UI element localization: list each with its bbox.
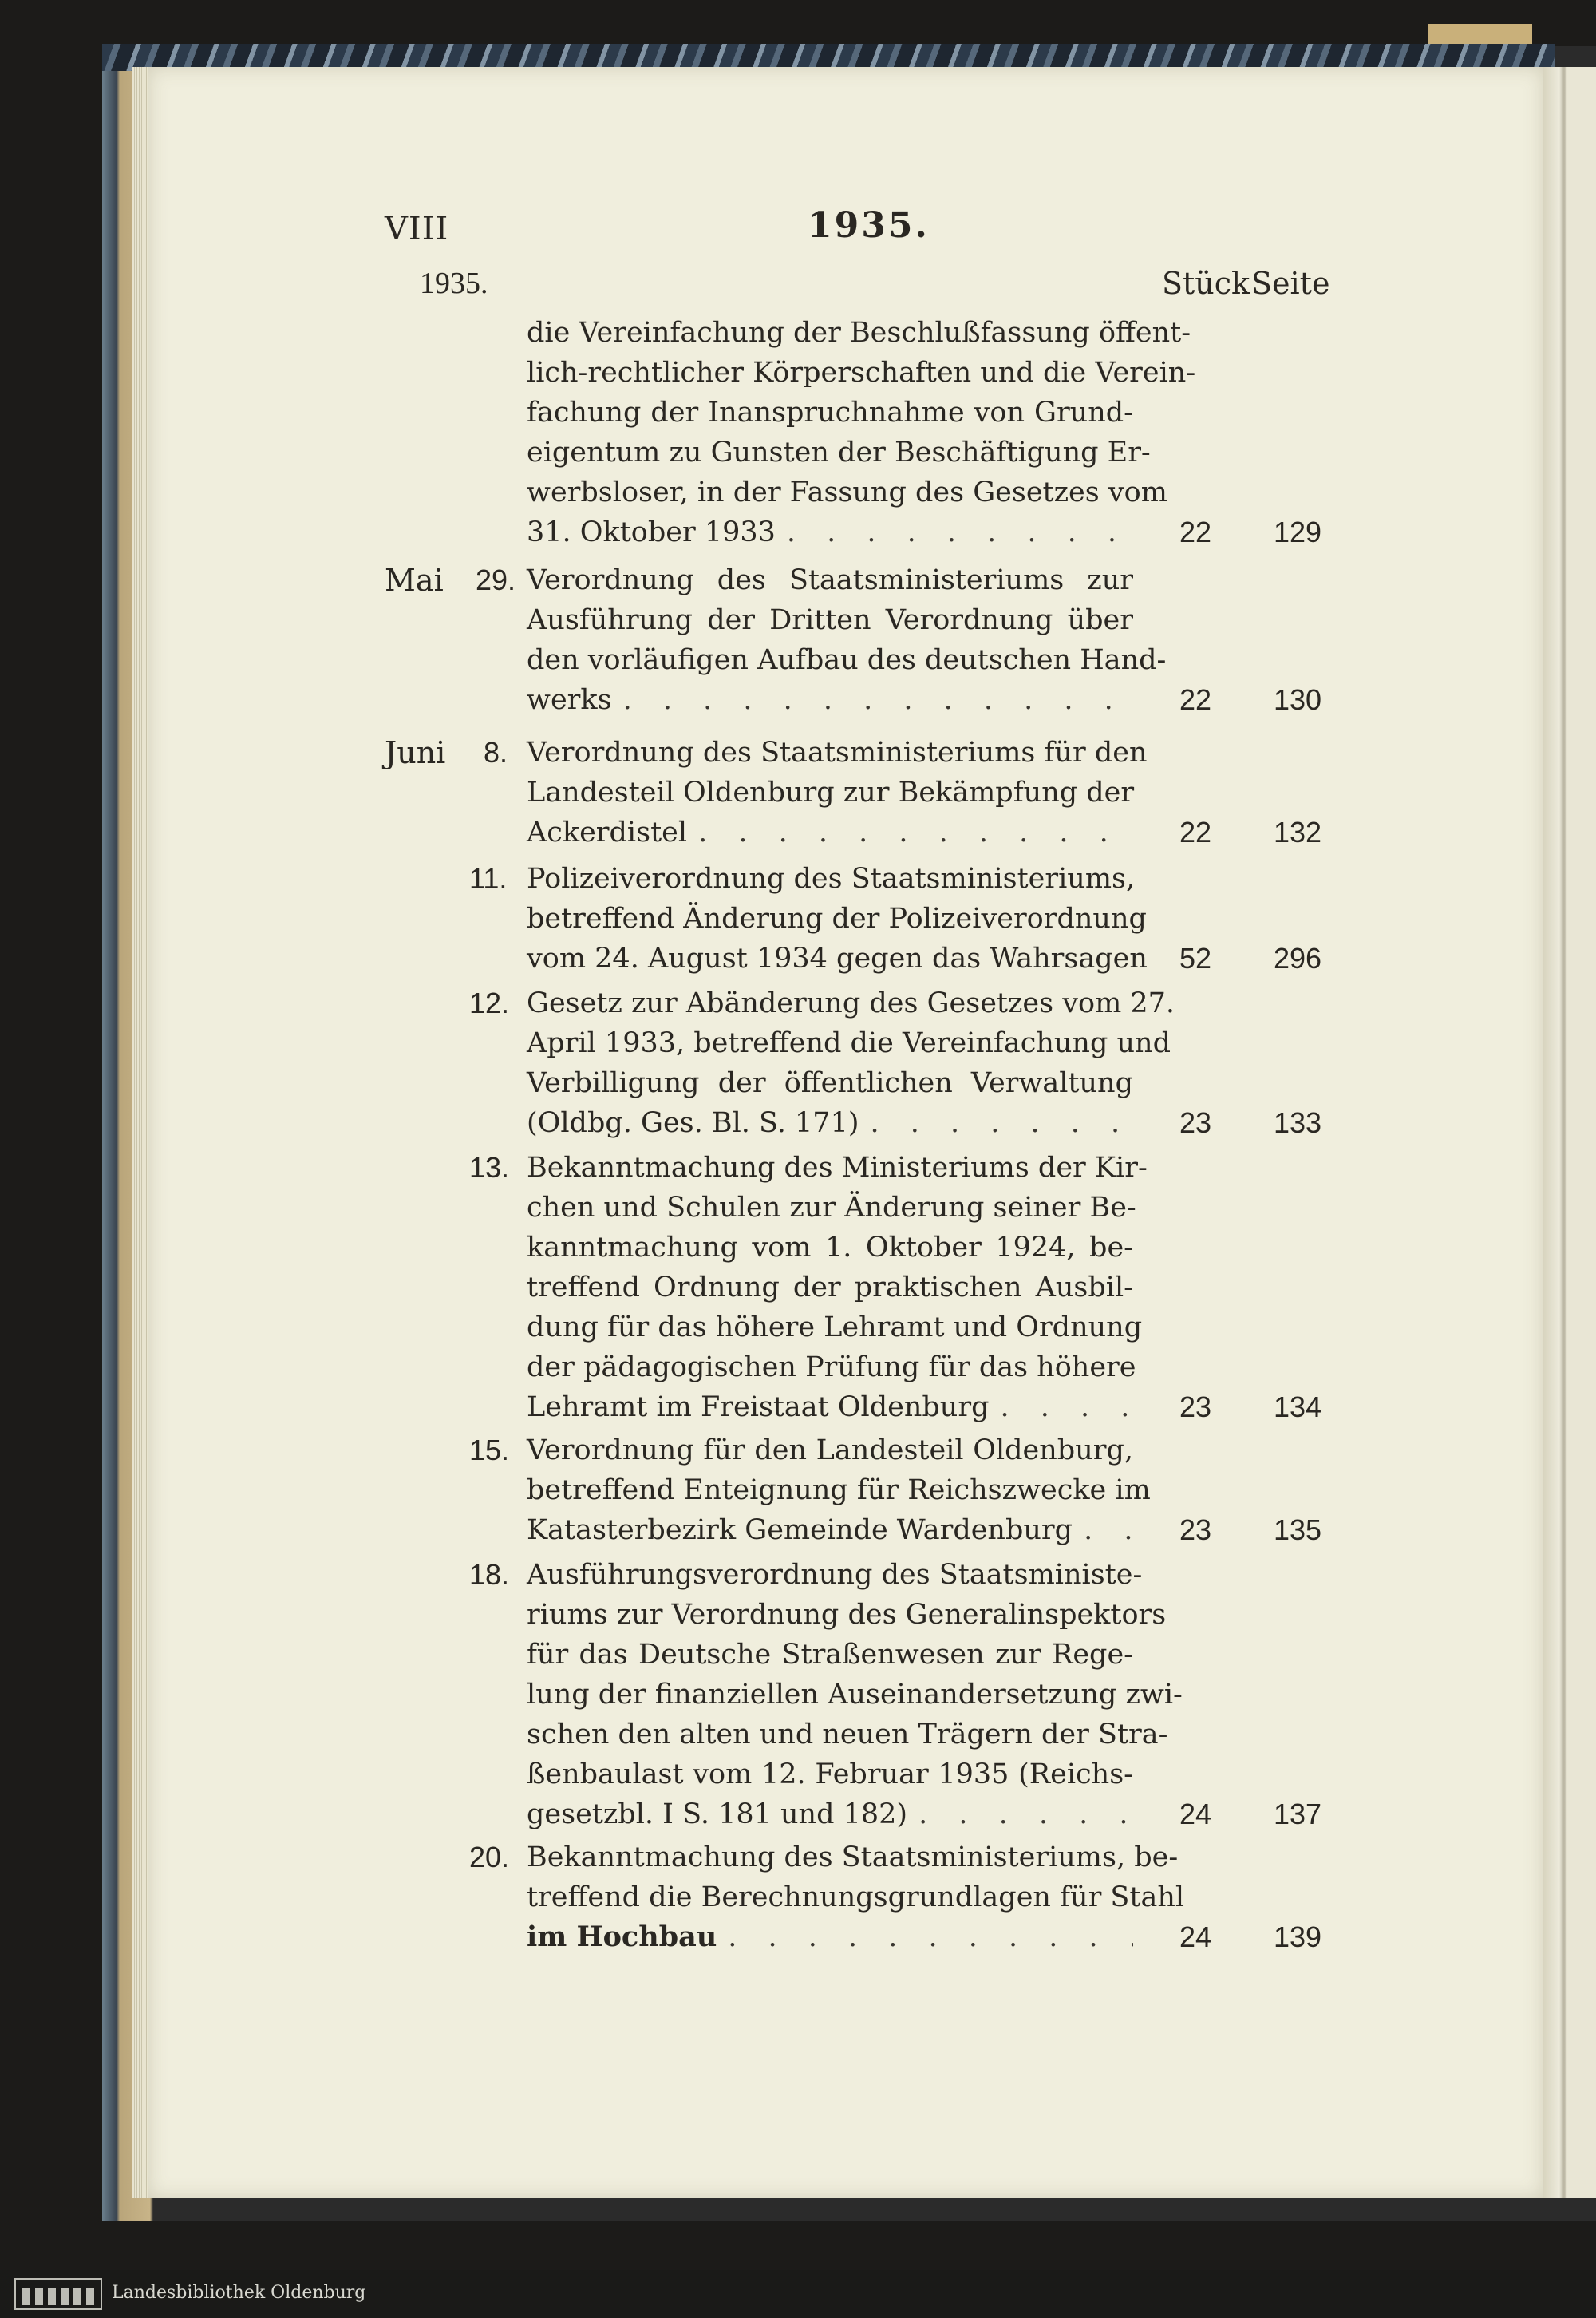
entry-line: Gesetz zur Abänderung des Gesetzes vom 27. bbox=[527, 987, 1175, 1019]
entry-line: Verbilligung der öffentlichen Verwaltung bbox=[527, 1067, 1133, 1099]
entry-line: Katasterbezirk Gemeinde Wardenburg bbox=[527, 1514, 1073, 1546]
entry-line: Bekanntmachung des Ministeriums der Kir- bbox=[527, 1152, 1148, 1184]
list-item bbox=[527, 1148, 1148, 1427]
entry-line: eigentum zu Gunsten der Beschäftigung Er- bbox=[527, 437, 1151, 469]
leader-dots bbox=[907, 1794, 1133, 1834]
page-stack-edge bbox=[132, 67, 150, 2198]
entry-stueck: 24 bbox=[1179, 1920, 1212, 1953]
entry-line: Verordnung des Staatsministeriums zur bbox=[527, 564, 1133, 596]
library-building-icon bbox=[14, 2278, 102, 2310]
entry-stueck: 22 bbox=[1179, 816, 1212, 848]
list-item bbox=[527, 560, 1167, 720]
entry-line: dung für das höhere Lehramt und Ordnung bbox=[527, 1311, 1143, 1343]
entry-line: Bekanntmachung des Staatsministeriums, be- bbox=[527, 1841, 1179, 1873]
page-folio: VIII bbox=[385, 211, 449, 247]
entry-month: Juni bbox=[385, 735, 446, 770]
entry-line: gesetzbl. I S. 181 und 182) bbox=[527, 1798, 908, 1830]
list-item bbox=[527, 983, 1175, 1143]
entry-stueck: 52 bbox=[1179, 942, 1212, 975]
entry-day: 20. bbox=[469, 1841, 510, 1873]
entry-line: 31. Oktober 1933 bbox=[527, 516, 776, 548]
entry-line: (Oldbg. Ges. Bl. S. 171) bbox=[527, 1107, 859, 1139]
list-item bbox=[527, 733, 1148, 852]
entry-seite: 133 bbox=[1274, 1106, 1322, 1139]
entry-day: 12. bbox=[469, 987, 510, 1019]
entry-seite: 130 bbox=[1274, 683, 1322, 716]
entry-line: Ausführung der Dritten Verordnung über bbox=[527, 604, 1133, 636]
entry-day: 29. bbox=[476, 564, 516, 596]
entry-stueck: 22 bbox=[1179, 516, 1212, 548]
entry-line: Ausführungsverordnung des Staatsministe- bbox=[527, 1559, 1143, 1591]
entry-stueck: 24 bbox=[1179, 1798, 1212, 1830]
entry-line: lung der finanziellen Auseinandersetzung zwi- bbox=[527, 1679, 1183, 1711]
entry-seite: 129 bbox=[1274, 516, 1322, 548]
leader-dots bbox=[989, 1387, 1133, 1427]
entry-seite: 139 bbox=[1274, 1920, 1322, 1953]
entry-line: chen und Schulen zur Änderung seiner Be- bbox=[527, 1192, 1136, 1224]
entry-line: den vorläufigen Aufbau des deutschen Hand- bbox=[527, 644, 1167, 676]
entry-line: schen den alten und neuen Trägern der Stra- bbox=[527, 1719, 1168, 1750]
column-year: 1935. bbox=[420, 267, 488, 300]
entry-seite: 135 bbox=[1274, 1513, 1322, 1546]
entry-line: treffend Ordnung der praktischen Ausbil- bbox=[527, 1272, 1133, 1303]
entry-seite: 296 bbox=[1274, 942, 1322, 975]
entry-stueck: 23 bbox=[1179, 1513, 1212, 1546]
leader-dots bbox=[776, 512, 1133, 552]
leader-dots bbox=[612, 680, 1133, 720]
entry-line: werbsloser, in der Fassung des Gesetzes vom bbox=[527, 477, 1167, 508]
entry-day: 8. bbox=[484, 736, 508, 769]
page-year-title: 1935. bbox=[808, 205, 930, 246]
entry-stueck: 23 bbox=[1179, 1106, 1212, 1139]
entry-line: April 1933, betreffend die Vereinfachung und bbox=[527, 1027, 1171, 1059]
list-item bbox=[527, 859, 1148, 979]
entry-seite: 132 bbox=[1274, 816, 1322, 848]
entry-day: 15. bbox=[469, 1434, 510, 1466]
entry-line: im Hochbau bbox=[527, 1920, 717, 1953]
leader-dots bbox=[717, 1917, 1133, 1957]
entry-day: 18. bbox=[469, 1558, 510, 1591]
entry-stueck: 22 bbox=[1179, 683, 1212, 716]
column-header-stueck: Stück bbox=[1162, 266, 1250, 301]
entry-line: Polizeiverordnung des Staatsministeriums, bbox=[527, 863, 1136, 895]
entry-month: Mai bbox=[385, 563, 444, 598]
list-item bbox=[527, 1430, 1151, 1550]
column-header-seite: Seite bbox=[1251, 266, 1330, 301]
entry-line: betreffend Enteignung für Reichszwecke im bbox=[527, 1474, 1151, 1506]
entry-line: Lehramt im Freistaat Oldenburg bbox=[527, 1391, 990, 1423]
entry-stueck: 23 bbox=[1179, 1390, 1212, 1423]
entry-line: für das Deutsche Straßenwesen zur Rege- bbox=[527, 1639, 1133, 1671]
entry-line: ßenbaulast vom 12. Februar 1935 (Reichs- bbox=[527, 1758, 1133, 1790]
entry-line: Landesteil Oldenburg zur Bekämpfung der bbox=[527, 777, 1135, 809]
entry-line: die Vereinfachung der Beschlußfassung öffent- bbox=[527, 317, 1191, 349]
list-item bbox=[527, 1555, 1183, 1834]
entry-day: 11. bbox=[469, 862, 508, 895]
entry-line: riums zur Verordnung des Generalinspektors bbox=[527, 1599, 1167, 1631]
entry-line: treffend die Berechnungsgrundlagen für Stahl bbox=[527, 1881, 1185, 1913]
entry-line: lich-rechtlicher Körperschaften und die Verein- bbox=[527, 357, 1196, 389]
entry-line: vom 24. August 1934 gegen das Wahrsagen bbox=[527, 943, 1148, 975]
leader-dots bbox=[687, 813, 1133, 852]
entry-line: Verordnung des Staatsministeriums für den bbox=[527, 737, 1148, 769]
leader-dots bbox=[859, 1103, 1134, 1143]
entry-line: betreffend Änderung der Polizeiverordnung bbox=[527, 903, 1147, 935]
entry-line: kanntmachung vom 1. Oktober 1924, be- bbox=[527, 1232, 1133, 1264]
entry-line: Verordnung für den Landesteil Oldenburg, bbox=[527, 1434, 1133, 1466]
entry-seite: 134 bbox=[1274, 1390, 1322, 1423]
leader-dots bbox=[1073, 1510, 1133, 1550]
entry-line: der pädagogischen Prüfung für das höhere bbox=[527, 1351, 1136, 1383]
entry-day: 13. bbox=[469, 1151, 510, 1184]
facing-page-edge bbox=[1543, 67, 1596, 2198]
entry-line: werks bbox=[527, 684, 612, 716]
entry-seite: 137 bbox=[1274, 1798, 1322, 1830]
entry-line: fachung der Inanspruchnahme von Grund- bbox=[527, 397, 1133, 429]
library-name: Landesbibliothek Oldenburg bbox=[112, 2283, 366, 2303]
list-item bbox=[527, 1837, 1185, 1957]
entry-line: Ackerdistel bbox=[527, 817, 688, 848]
